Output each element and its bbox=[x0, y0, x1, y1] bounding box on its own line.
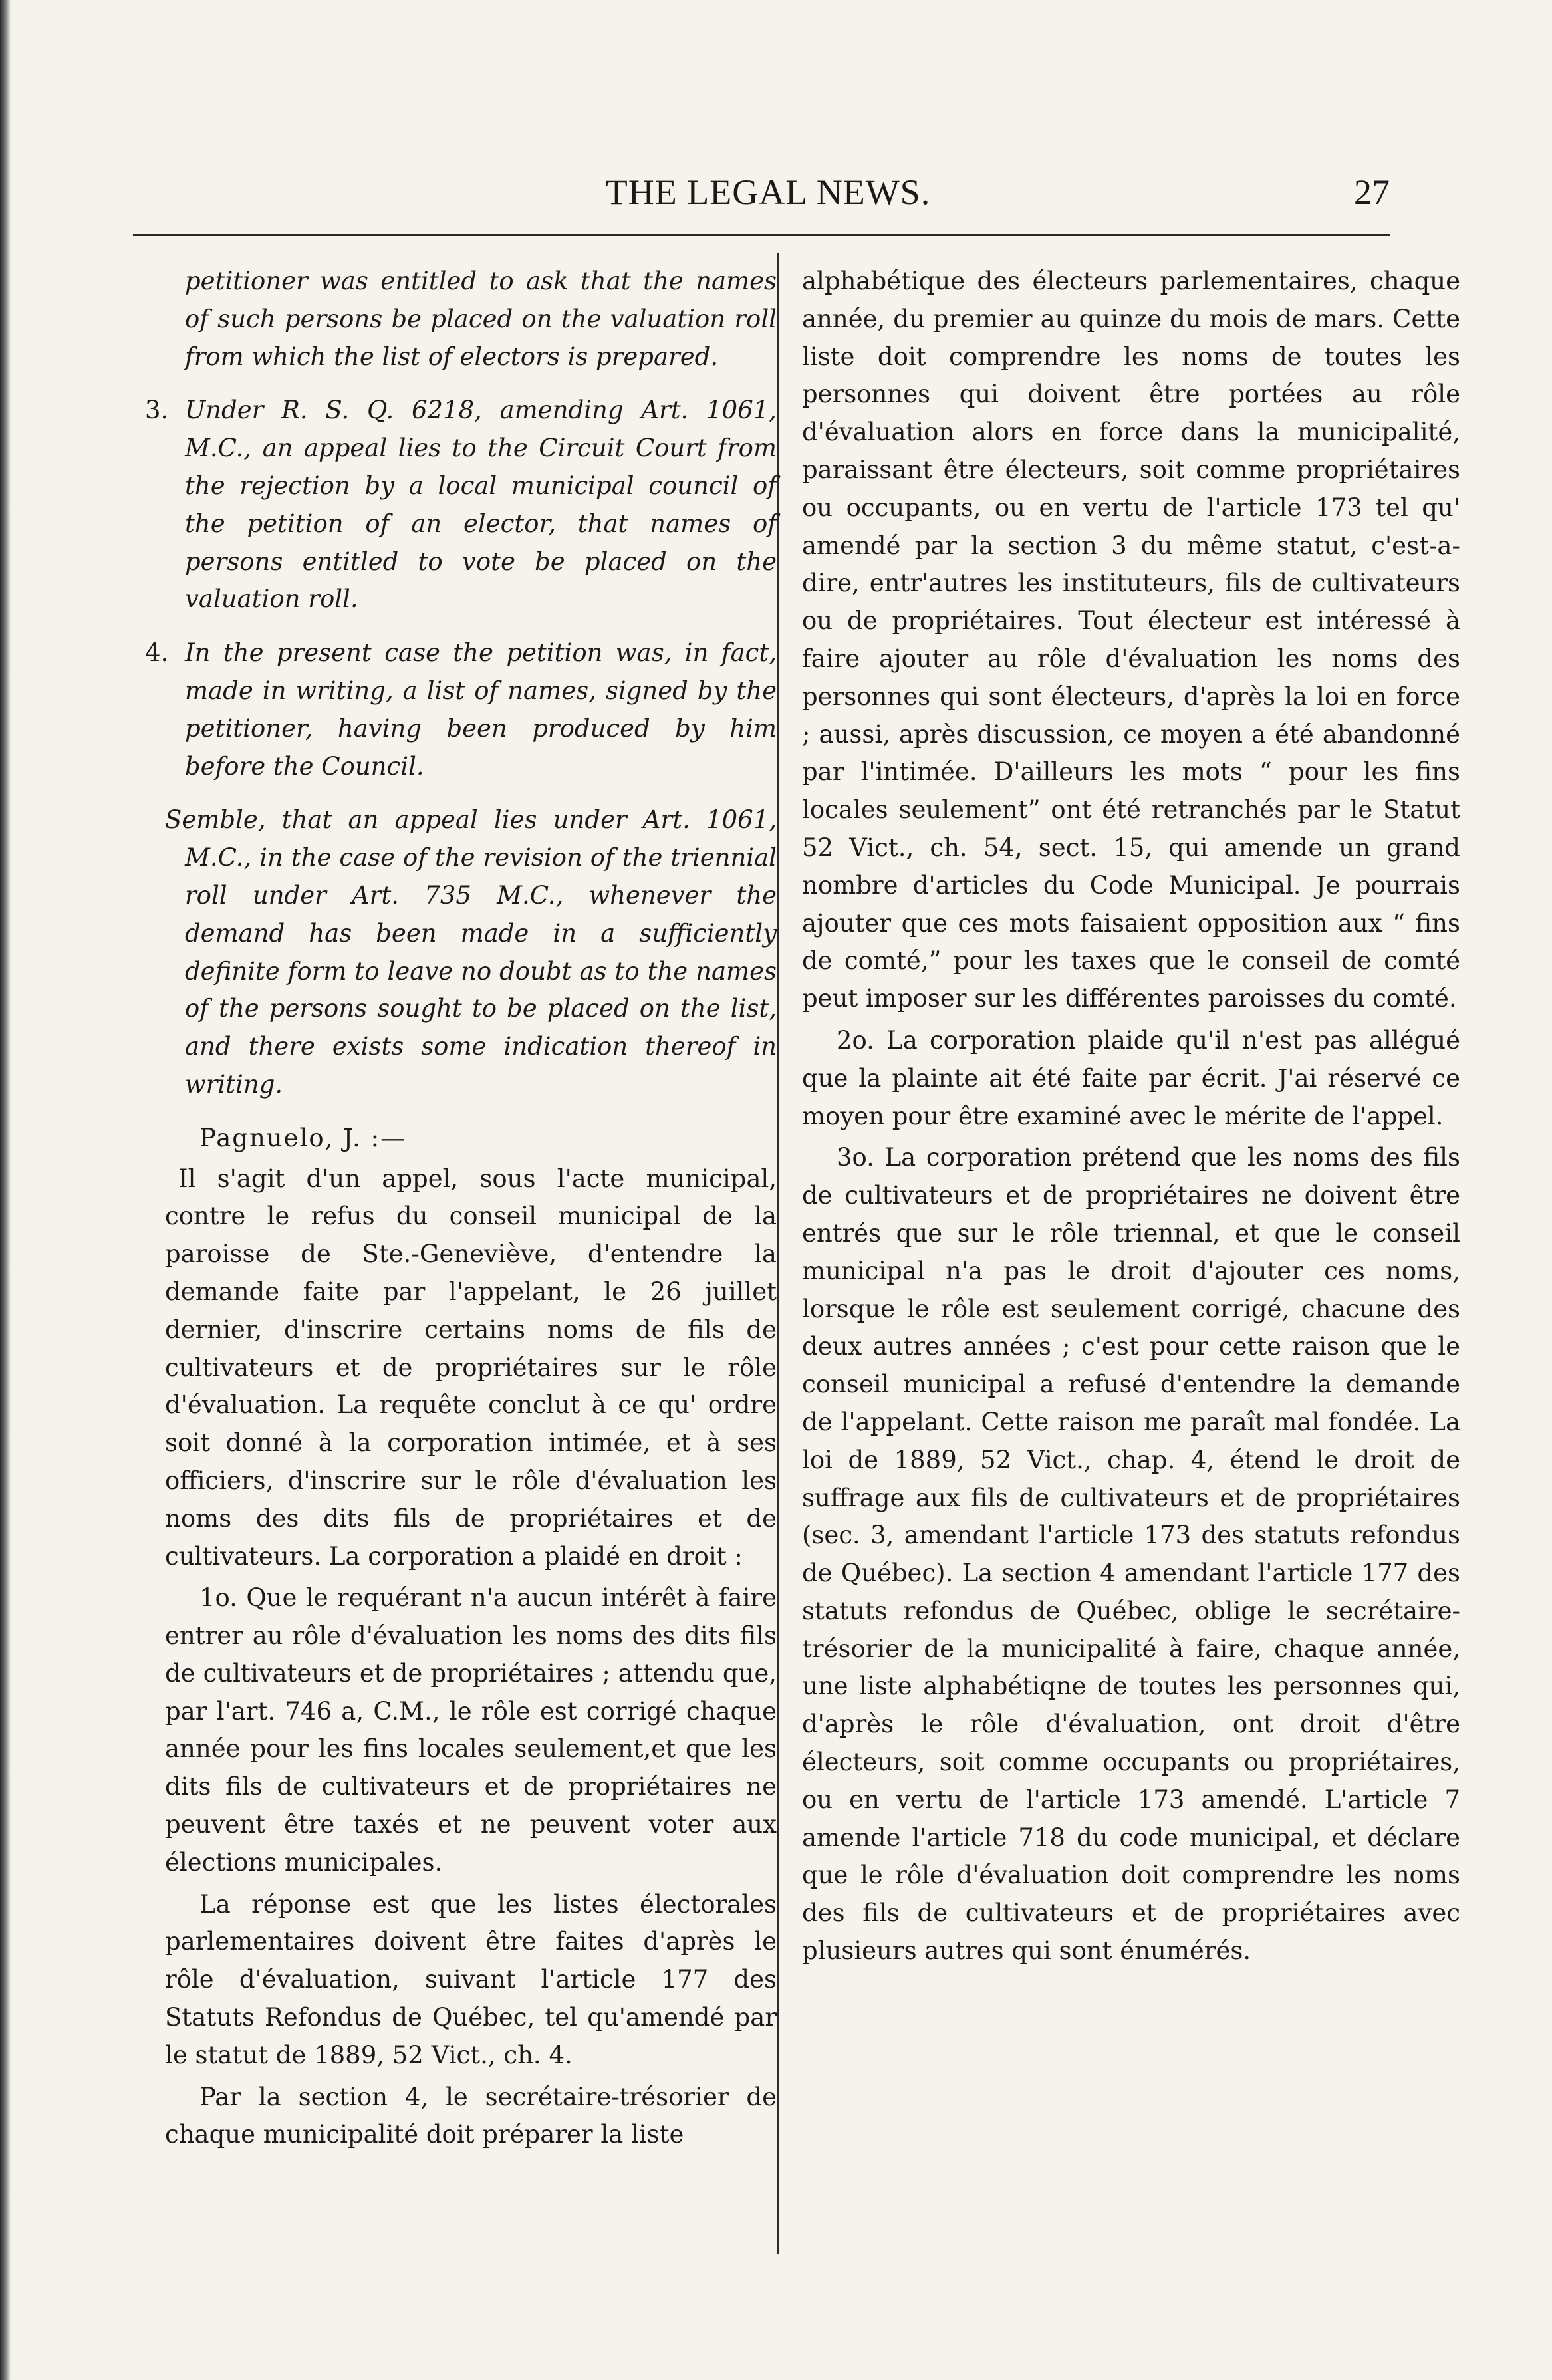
opinion-paragraph: 3o. La corporation prétend que les noms des fils de cultivateurs et de propriétaires ne doivent être entrés que sur le rôle triennal, et que le conseil municipal n'a pas le droit d'ajouter ces noms, lorsque le rôle est seulement corrigé, chacune des deux autres années ; c'est pour cette raison que le conseil municipal a refusé d'entendre la demande de l'appelant. Cette raison me paraît mal fondée. La loi de 1889, 52 Vict., chap. 4, étend le droit de suffrage aux fils de cultivateurs et de propriétaires (sec. 3, amendant l'article 173 des statuts refondus de Québec). La section 4 amendant l'article 177 des statuts refondus de Québec, oblige le secrétaire-trésorier de la municipalité à faire, chaque année, une liste alphabétiqne de toutes les personnes qui, d'après le rôle d'évaluation, ont droit d'être électeurs, soit comme occupants ou propriétaires, ou en vertu de l'article 173 amendé. L'article 7 amende l'article 718 du code municipal, et déclare que le rôle d'évaluation doit comprendre les noms des fils de cultivateurs et de propriétaires avec plusieurs autres qui sont énumérés. bbox=[802, 1143, 1460, 1966]
judge-name: Pagnuelo, J. :— bbox=[199, 1123, 407, 1152]
opinion-paragraph: Il s'agit d'un appel, sous l'acte municipal, contre le refus du conseil municipal de la paroisse de Ste.-Geneviève, d'entendre la demande faite par l'appelant, le 26 juillet dernier, d'inscrire certains noms de fils de cultivateurs et de propriétaires sur le rôle d'évaluation. La requête conclut à ce qu' ordre soit donné à la corporation intimée, et à ses officiers, d'inscrire sur le rôle d'évaluation les noms des dits fils de propriétaires et de cultivateurs. La corporation a plaidé en droit : bbox=[165, 1164, 777, 1571]
opinion-paragraph: Par la section 4, le secrétaire-trésorier de chaque municipalité doit préparer la liste bbox=[165, 2082, 777, 2149]
opinion-paragraph: La réponse est que les listes électorales parlementaires doivent être faites d'après le rôle d'évaluation, suivant l'article 177 des Statuts Refondus de Québec, tel qu'amendé par le statut de 1889, 52 Vict., ch. 4. bbox=[165, 1889, 777, 2069]
opinion-paragraph: 1o. Que le requérant n'a aucun intérêt à faire entrer au rôle d'évaluation les noms des dits fils de cultivateurs et de propriétaires ; attendu que, par l'art. 746 a, C.M., le rôle est corrigé chaque année pour les fins locales seulement,et que les dits fils de cultivateurs et de propriétaires ne peuvent être taxés et ne peuvent voter aux élections municipales. bbox=[165, 1583, 777, 1877]
column-rule bbox=[777, 253, 779, 2254]
headnote-text: In the present case the petition was, in fact, made in writing, a list of names, signed by the petitioner, having been produced by him before the Council. bbox=[185, 638, 777, 781]
opinion-paragraph: 2o. La corporation plaide qu'il n'est pas allégué que la plainte ait été faite par écrit. J'ai réservé ce moyen pour être examiné avec le mérite de l'appel. bbox=[802, 1025, 1460, 1130]
headnote-continuation: petitioner was entitled to ask that the names of such persons be placed on the valuation roll from which the list of electors is prepared. bbox=[185, 267, 777, 371]
journal-title: THE LEGAL NEWS. bbox=[605, 172, 931, 212]
headnote-number: 4. bbox=[145, 638, 169, 668]
page-number: 27 bbox=[1354, 172, 1390, 212]
left-column bbox=[145, 263, 777, 2154]
header-rule bbox=[133, 234, 1390, 236]
semble-note: Semble, that an appeal lies under Art. 1061, M.C., in the case of the revision of the triennial roll under Art. 735 M.C., whenever the demand has been made in a sufficiently definite form to leave no doubt as to the names of the persons sought to be placed on the list, and there exists some indication thereof in writing. bbox=[165, 805, 777, 1099]
headnote-3 bbox=[145, 392, 777, 618]
page-edge-shadow bbox=[0, 0, 11, 2380]
opinion-paragraph: alphabétique des électeurs parlementaires, chaque année, du premier au quinze du mois de mars. Cette liste doit comprendre les noms de toutes les personnes qui doivent être portées au rôle d'évaluation alors en force dans la municipalité, paraissant être électeurs, soit comme propriétaires ou occupants, ou en vertu de l'article 173 tel qu' amendé par la section 3 du même statut, c'est-a-dire, entr'autres les instituteurs, fils de cultivateurs ou de propriétaires. Tout électeur est intéressé à faire ajouter au rôle d'évaluation les noms des personnes qui sont électeurs, d'après la loi en force ; aussi, après discussion, ce moyen a été abandonné par l'intimée. D'ailleurs les mots “ pour les fins locales seulement” ont été retranchés par le Statut 52 Vict., ch. 54, sect. 15, qui amende un grand nombre d'articles du Code Municipal. Je pourrais ajouter que ces mots faisaient opposition aux “ fins de comté,” pour les taxes que le conseil de comté peut imposer sur les différentes paroisses du comté. bbox=[802, 267, 1460, 1013]
headnote-text: Under R. S. Q. 6218, amending Art. 1061, M.C., an appeal lies to the Circuit Court from the rejection by a local municipal council of the petition of an elector, that names of persons entitled to vote be placed on the valuation roll. bbox=[185, 396, 777, 614]
headnote-number: 3. bbox=[145, 396, 169, 425]
headnote-4 bbox=[145, 634, 777, 785]
running-header bbox=[133, 160, 1403, 233]
right-column bbox=[802, 263, 1460, 1970]
